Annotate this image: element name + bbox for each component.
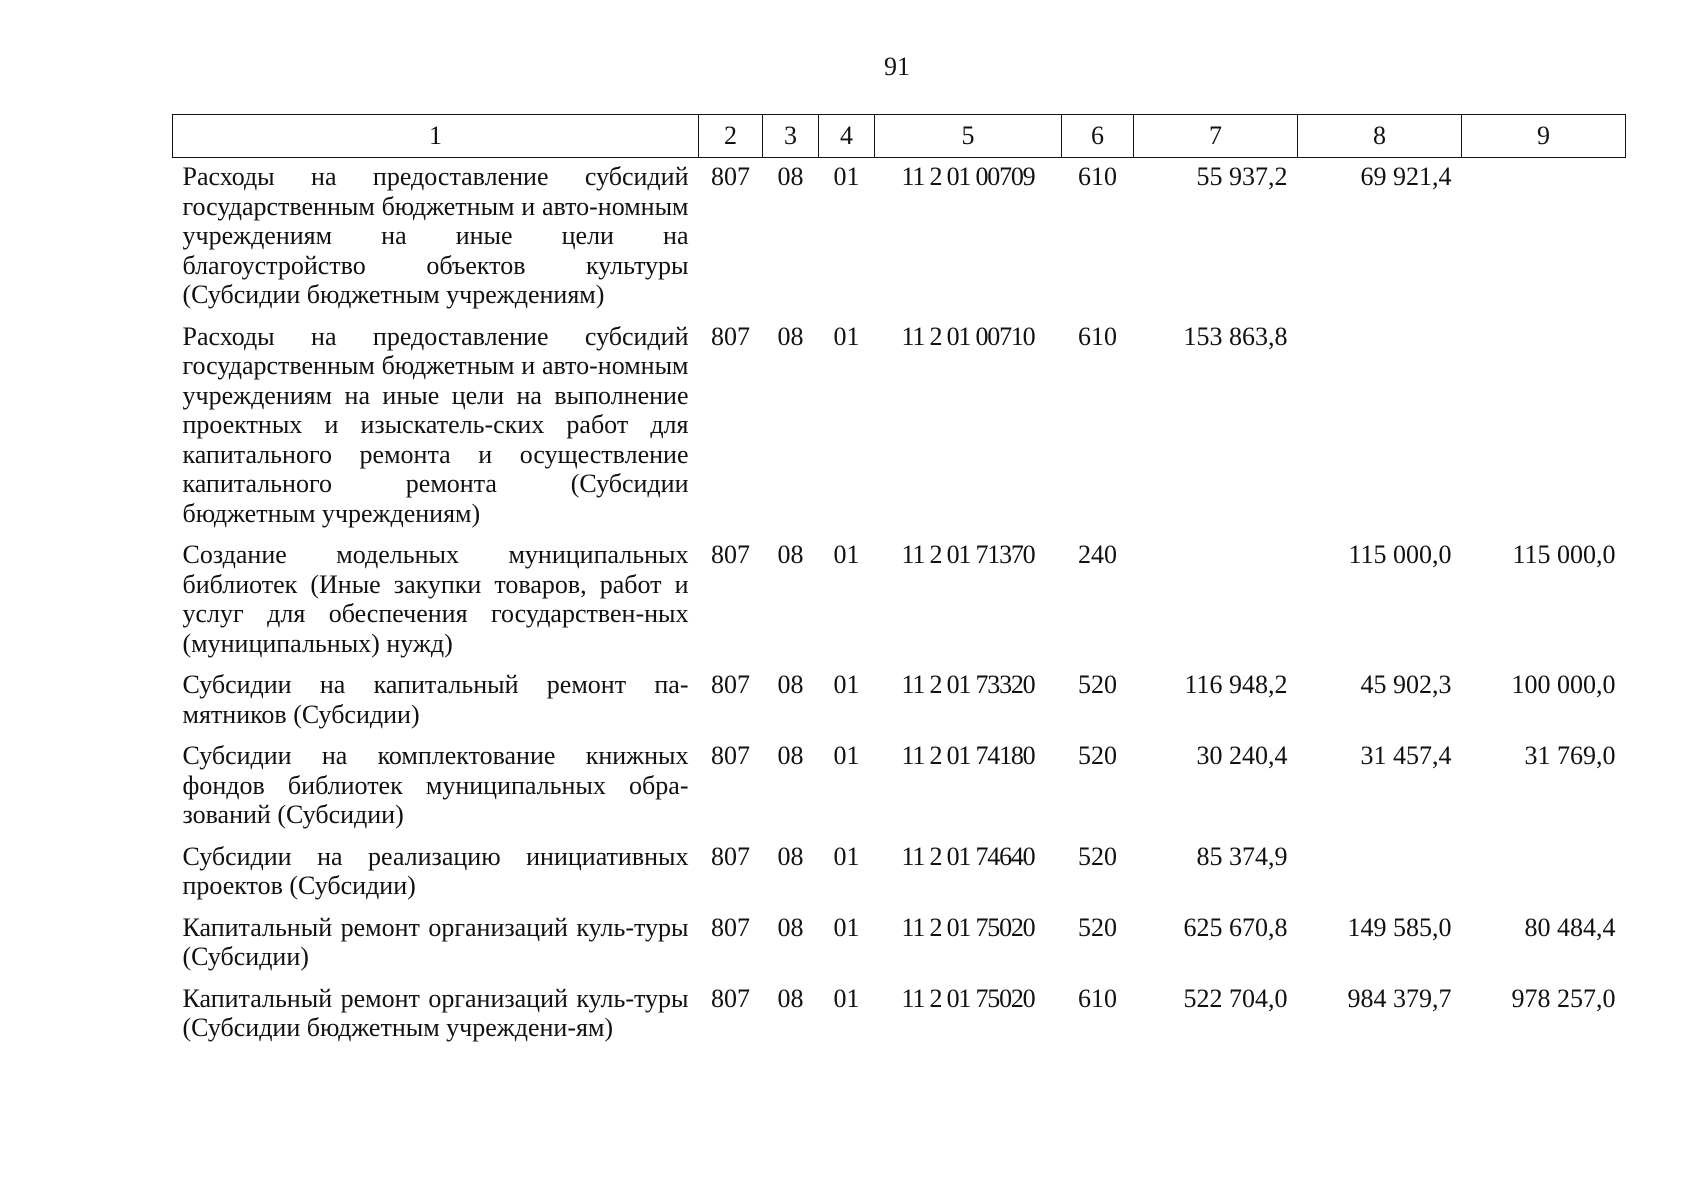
- row-code-4: 01: [833, 321, 860, 351]
- row-code-6: 520: [1078, 670, 1117, 699]
- row-code-2: 807: [711, 162, 750, 191]
- column-header: 6: [1062, 115, 1134, 158]
- row-amount-7: 55 937,2: [1196, 162, 1288, 191]
- row-amount-8: [1298, 316, 1462, 535]
- row-code-3: 08: [777, 912, 804, 942]
- row-code-2: 807: [711, 983, 750, 1013]
- row-amount-9: 80 484,4: [1524, 912, 1616, 942]
- table-row: [173, 534, 1626, 664]
- row-code-5: 11 2 01 00709: [901, 162, 1035, 191]
- row-code-6: 610: [1078, 162, 1117, 191]
- row-description: Создание модельных муниципальных библиотек (Иные закупки товаров, работ и услуг для обеспечения государствен-ных (муниципальных) нужд): [182, 540, 689, 658]
- row-amount-7: [1134, 534, 1298, 664]
- row-code-2: 807: [711, 912, 750, 942]
- row-amount-9: [1462, 158, 1626, 316]
- row-code-5: 11 2 01 00710: [901, 321, 1035, 351]
- row-code-3: 08: [777, 741, 804, 770]
- row-amount-8: 149 585,0: [1347, 912, 1452, 942]
- page-number: 91: [884, 52, 910, 81]
- row-code-2: 807: [711, 321, 750, 351]
- row-code-2: 807: [711, 741, 750, 770]
- row-code-6: 610: [1078, 321, 1117, 351]
- row-code-3: 08: [777, 670, 804, 699]
- row-code-5: 11 2 01 73320: [901, 670, 1035, 699]
- row-code-3: 08: [777, 321, 804, 351]
- column-header: 2: [699, 115, 763, 158]
- column-header: 7: [1134, 115, 1298, 158]
- row-amount-8: 984 379,7: [1347, 983, 1452, 1013]
- row-description: Капитальный ремонт организаций куль-туры (Субсидии бюджетным учреждени-ям): [182, 983, 689, 1042]
- row-amount-9: [1462, 316, 1626, 535]
- row-description: Расходы на предоставление субсидий государственным бюджетным и авто-номным учреждениям на иные цели на благоустройство объектов культуры (Субсидии бюджетным учреждениям): [182, 162, 689, 309]
- row-amount-9: [1462, 836, 1626, 907]
- table-row: [173, 664, 1626, 735]
- row-amount-8: 45 902,3: [1360, 670, 1452, 699]
- row-code-4: 01: [833, 670, 860, 699]
- row-amount-7: 30 240,4: [1196, 741, 1288, 770]
- row-code-5: 11 2 01 71370: [901, 540, 1035, 569]
- row-amount-7: 153 863,8: [1183, 321, 1288, 351]
- table-header-row: [173, 115, 1626, 158]
- row-code-3: 08: [777, 983, 804, 1013]
- table-row: [173, 978, 1626, 1049]
- row-code-5: 11 2 01 74180: [901, 741, 1035, 770]
- row-code-3: 08: [777, 841, 804, 871]
- row-amount-8: 69 921,4: [1360, 162, 1452, 191]
- column-header: 1: [173, 115, 699, 158]
- row-code-6: 520: [1078, 741, 1117, 770]
- row-code-4: 01: [833, 912, 860, 942]
- table-row: [173, 907, 1626, 978]
- row-description: Субсидии на комплектование книжных фондов библиотек муниципальных обра-зований (Субсидии): [182, 741, 689, 829]
- row-description: Расходы на предоставление субсидий государственным бюджетным и авто-номным учреждениям на иные цели на выполнение проектных и изыскатель-ских работ для капитального ремонта и осуществление капитального ремонта (Субсидии бюджетным учреждениям): [182, 321, 689, 528]
- row-description: Капитальный ремонт организаций куль-туры (Субсидии): [182, 912, 689, 971]
- row-amount-7: 625 670,8: [1183, 912, 1288, 942]
- table-row: [173, 316, 1626, 535]
- row-code-5: 11 2 01 75020: [901, 912, 1035, 942]
- column-header: 4: [819, 115, 875, 158]
- row-amount-7: 116 948,2: [1184, 670, 1288, 699]
- budget-table: [172, 114, 1626, 1049]
- row-code-2: 807: [711, 841, 750, 871]
- row-code-6: 520: [1078, 841, 1117, 871]
- row-amount-9: 31 769,0: [1524, 741, 1616, 770]
- column-header: 9: [1462, 115, 1626, 158]
- column-header: 3: [763, 115, 819, 158]
- row-code-4: 01: [833, 162, 860, 191]
- row-code-5: 11 2 01 74640: [901, 841, 1035, 871]
- row-code-6: 240: [1078, 540, 1117, 569]
- row-description: Субсидии на реализацию инициативных проектов (Субсидии): [182, 841, 689, 900]
- row-code-3: 08: [777, 540, 804, 569]
- row-code-3: 08: [777, 162, 804, 191]
- row-amount-7: 522 704,0: [1183, 983, 1288, 1013]
- row-amount-8: [1298, 836, 1462, 907]
- row-code-4: 01: [833, 983, 860, 1013]
- row-code-4: 01: [833, 540, 860, 569]
- row-code-5: 11 2 01 75020: [901, 983, 1035, 1013]
- row-amount-9: 978 257,0: [1511, 983, 1616, 1013]
- row-code-6: 610: [1078, 983, 1117, 1013]
- row-description: Субсидии на капитальный ремонт па-мятников (Субсидии): [182, 670, 689, 729]
- row-code-2: 807: [711, 670, 750, 699]
- row-amount-8: 115 000,0: [1348, 540, 1452, 569]
- table-row: [173, 735, 1626, 836]
- table-row: [173, 158, 1626, 316]
- row-code-4: 01: [833, 841, 860, 871]
- column-header: 8: [1298, 115, 1462, 158]
- table-row: [173, 836, 1626, 907]
- row-code-2: 807: [711, 540, 750, 569]
- row-amount-9: 115 000,0: [1512, 540, 1616, 569]
- row-code-6: 520: [1078, 912, 1117, 942]
- column-header: 5: [875, 115, 1062, 158]
- row-amount-9: 100 000,0: [1511, 670, 1616, 699]
- row-amount-8: 31 457,4: [1360, 741, 1452, 770]
- row-code-4: 01: [833, 741, 860, 770]
- row-amount-7: 85 374,9: [1196, 841, 1288, 871]
